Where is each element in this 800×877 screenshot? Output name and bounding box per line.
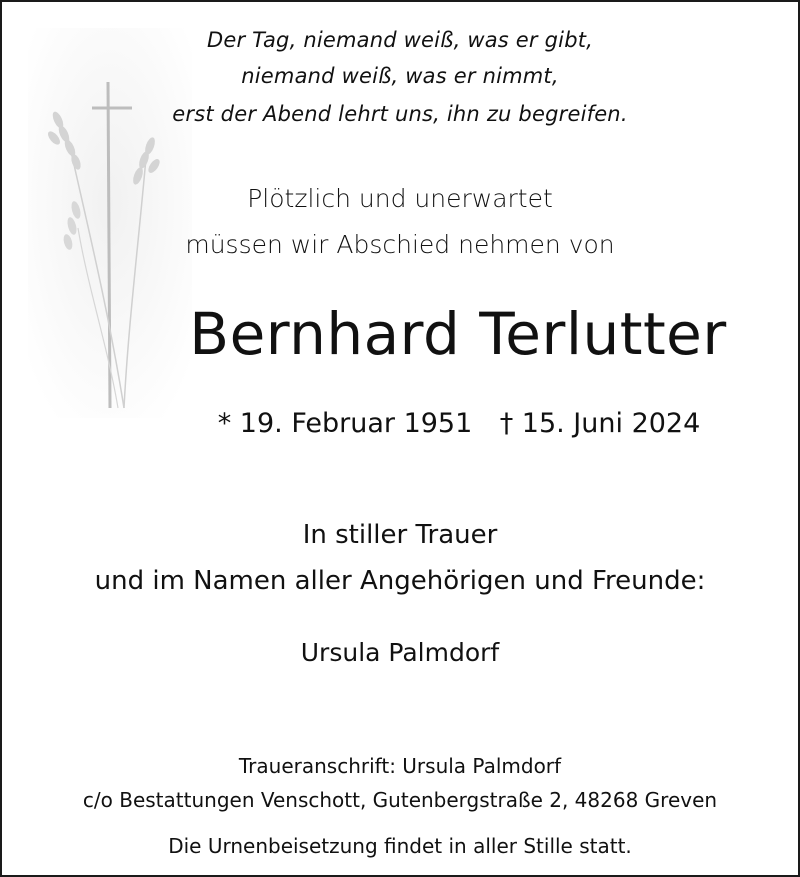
mourning-line-1: In stiller Trauer xyxy=(302,520,498,550)
signer-name: Ursula Palmdorf xyxy=(300,638,500,667)
poem-line-1: Der Tag, niemand weiß, was er gibt, xyxy=(206,28,594,52)
birth-date: * 19. Februar 1951 xyxy=(217,408,473,439)
poem-line-2: niemand weiß, was er nimmt, xyxy=(241,64,559,88)
intro-line-2: müssen wir Abschied nehmen von xyxy=(185,230,615,259)
address-line-2: c/o Bestattungen Venschott, Gutenbergstraße 2, 48268 Greven xyxy=(82,788,718,812)
deceased-name: Bernhard Terlutter xyxy=(189,300,727,368)
burial-notice: Die Urnenbeisetzung findet in aller Stille statt. xyxy=(168,834,632,858)
death-date: † 15. Juni 2024 xyxy=(499,408,701,439)
intro-line-1: Plötzlich und unerwartet xyxy=(247,184,553,213)
poem-line-3: erst der Abend lehrt uns, ihn zu begreifen. xyxy=(172,102,628,126)
address-line-1: Traueranschrift: Ursula Palmdorf xyxy=(238,754,562,778)
mourning-line-2: und im Namen aller Angehörigen und Freunde: xyxy=(94,566,706,596)
